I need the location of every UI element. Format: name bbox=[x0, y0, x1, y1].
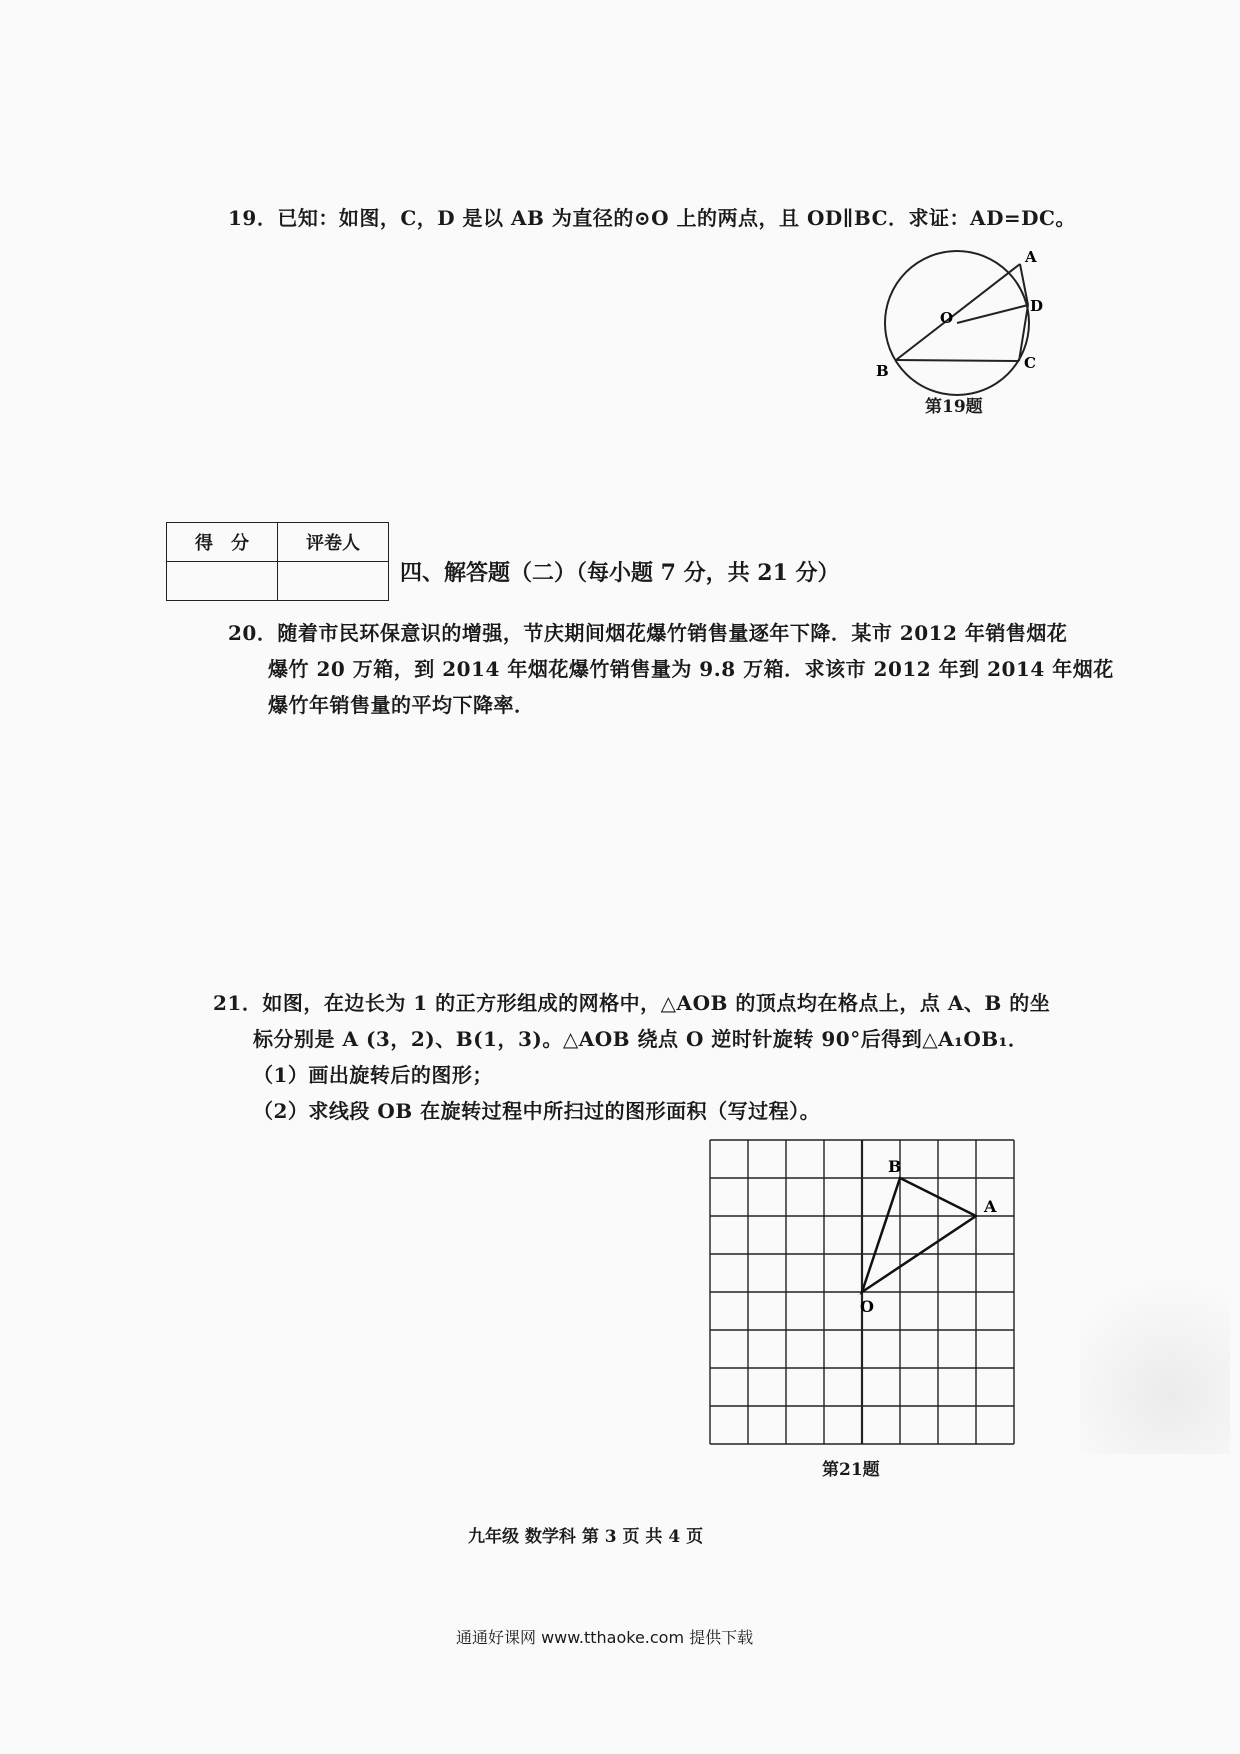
question-20-line-1: 20．随着市民环保意识的增强，节庆期间烟花爆竹销售量逐年下降．某市 2012 年销售烟花 bbox=[228, 621, 1068, 645]
label-a: A bbox=[1025, 250, 1037, 266]
label-d: D bbox=[1030, 297, 1044, 315]
grid-label-a: A bbox=[984, 1197, 997, 1216]
scan-noise bbox=[1080, 1254, 1230, 1454]
triangle-aob bbox=[862, 1178, 976, 1292]
question-20-line-3: 爆竹年销售量的平均下降率． bbox=[268, 693, 535, 717]
question-21-line-1: 21．如图，在边长为 1 的正方形组成的网格中，△AOB 的顶点均在格点上，点 A、B 的坐 bbox=[213, 991, 1051, 1015]
score-box bbox=[166, 522, 389, 601]
grid-label-o: O bbox=[860, 1297, 874, 1316]
section-title: 四、解答题（二）（每小题 7 分，共 21 分） bbox=[400, 560, 840, 586]
figure-19-caption: 第19题 bbox=[925, 397, 983, 417]
page-footer: 九年级 数学科 第 3 页 共 4 页 bbox=[468, 1527, 704, 1547]
question-21-sub-2: （2）求线段 OB 在旋转过程中所扫过的图形面积（写过程）。 bbox=[253, 1099, 821, 1123]
grader-cell bbox=[278, 562, 389, 601]
source-credit: 通通好课网 www.tthaoke.com 提供下载 bbox=[456, 1628, 754, 1647]
question-20-line-2: 爆竹 20 万箱，到 2014 年烟花爆竹销售量为 9.8 万箱．求该市 2012 年到 2014 年烟花 bbox=[268, 657, 1114, 681]
label-b: B bbox=[876, 362, 889, 380]
figure-21-caption: 第21题 bbox=[822, 1460, 880, 1480]
label-c: C bbox=[1024, 354, 1036, 372]
grid-label-b: B bbox=[888, 1157, 902, 1176]
score-cell bbox=[167, 562, 278, 601]
question-19-text: 19．已知：如图，C，D 是以 AB 为直径的⊙O 上的两点，且 OD∥BC．求证：AD=DC。 bbox=[228, 206, 1076, 230]
label-o: O bbox=[940, 309, 954, 327]
segment-bc bbox=[896, 360, 1019, 361]
question-21-line-2: 标分别是 A (3，2)、B(1，3)。△AOB 绕点 O 逆时针旋转 90°后得到△A₁OB₁． bbox=[253, 1027, 1029, 1051]
segment-od bbox=[957, 305, 1028, 323]
grader-header: 评卷人 bbox=[278, 523, 389, 562]
question-21-sub-1: （1）画出旋转后的图形； bbox=[253, 1063, 493, 1087]
figure-19-circle-diagram bbox=[870, 250, 1070, 410]
figure-21-grid bbox=[700, 1130, 1020, 1450]
score-header: 得 分 bbox=[167, 523, 278, 562]
